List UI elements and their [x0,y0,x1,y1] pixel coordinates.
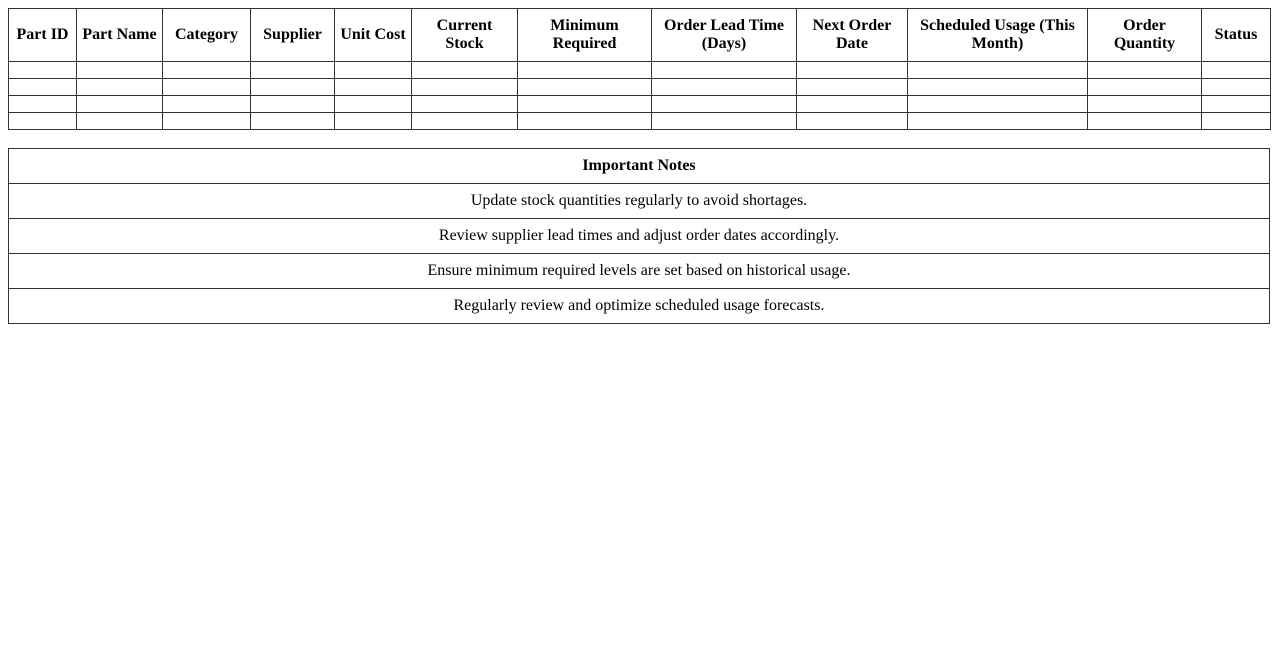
column-header-order-lead-time: Order Lead Time (Days) [652,9,797,62]
note-row [9,184,1270,219]
table-cell[interactable] [163,96,251,113]
column-header-next-order-date: Next Order Date [797,9,908,62]
table-cell[interactable] [335,79,412,96]
table-cell[interactable] [1202,62,1271,79]
table-cell[interactable] [412,62,518,79]
column-header-order-quantity: Order Quantity [1088,9,1202,62]
table-cell[interactable] [251,96,335,113]
table-cell[interactable] [163,79,251,96]
table-cell[interactable] [797,62,908,79]
table-cell[interactable] [412,79,518,96]
table-cell[interactable] [77,79,163,96]
column-header-status: Status [1202,9,1271,62]
table-cell[interactable] [518,96,652,113]
table-cell[interactable] [797,96,908,113]
table-cell[interactable] [1202,96,1271,113]
table-cell[interactable] [9,79,77,96]
note-item: Ensure minimum required levels are set based on historical usage. [9,254,1270,289]
column-header-unit-cost: Unit Cost [335,9,412,62]
note-item: Review supplier lead times and adjust order dates accordingly. [9,219,1270,254]
table-cell[interactable] [908,62,1088,79]
table-cell[interactable] [518,113,652,130]
column-header-part-id: Part ID [9,9,77,62]
table-cell[interactable] [412,113,518,130]
table-cell[interactable] [652,96,797,113]
table-cell[interactable] [652,113,797,130]
table-cell[interactable] [518,62,652,79]
table-cell[interactable] [518,79,652,96]
column-header-current-stock: Current Stock [412,9,518,62]
table-cell[interactable] [335,62,412,79]
column-header-minimum-required: Minimum Required [518,9,652,62]
table-cell[interactable] [163,113,251,130]
table-cell[interactable] [652,62,797,79]
table-cell[interactable] [652,79,797,96]
table-cell[interactable] [9,113,77,130]
column-header-part-name: Part Name [77,9,163,62]
table-cell[interactable] [908,79,1088,96]
table-cell[interactable] [1088,113,1202,130]
table-cell[interactable] [797,79,908,96]
table-cell[interactable] [9,62,77,79]
table-cell[interactable] [77,96,163,113]
table-cell[interactable] [77,62,163,79]
important-notes-table [8,148,1270,324]
table-cell[interactable] [908,96,1088,113]
table-cell[interactable] [9,96,77,113]
table-cell[interactable] [908,113,1088,130]
table-cell[interactable] [1088,79,1202,96]
table-cell[interactable] [251,62,335,79]
table-cell[interactable] [797,113,908,130]
notes-title: Important Notes [9,149,1270,184]
column-header-supplier: Supplier [251,9,335,62]
table-row [9,96,1271,113]
table-cell[interactable] [1088,62,1202,79]
table-cell[interactable] [1202,79,1271,96]
note-item: Update stock quantities regularly to avoid shortages. [9,184,1270,219]
table-row [9,113,1271,130]
table-header-row [9,9,1271,62]
table-row [9,62,1271,79]
page-content [8,8,1270,324]
table-cell[interactable] [251,79,335,96]
note-row [9,254,1270,289]
note-item: Regularly review and optimize scheduled usage forecasts. [9,289,1270,324]
column-header-category: Category [163,9,251,62]
table-cell[interactable] [335,96,412,113]
note-row [9,289,1270,324]
note-row [9,219,1270,254]
table-cell[interactable] [77,113,163,130]
table-row [9,79,1271,96]
notes-header-row [9,149,1270,184]
table-cell[interactable] [163,62,251,79]
inventory-table [8,8,1271,130]
table-cell[interactable] [335,113,412,130]
table-cell[interactable] [412,96,518,113]
table-cell[interactable] [251,113,335,130]
column-header-scheduled-usage: Scheduled Usage (This Month) [908,9,1088,62]
table-cell[interactable] [1088,96,1202,113]
table-cell[interactable] [1202,113,1271,130]
